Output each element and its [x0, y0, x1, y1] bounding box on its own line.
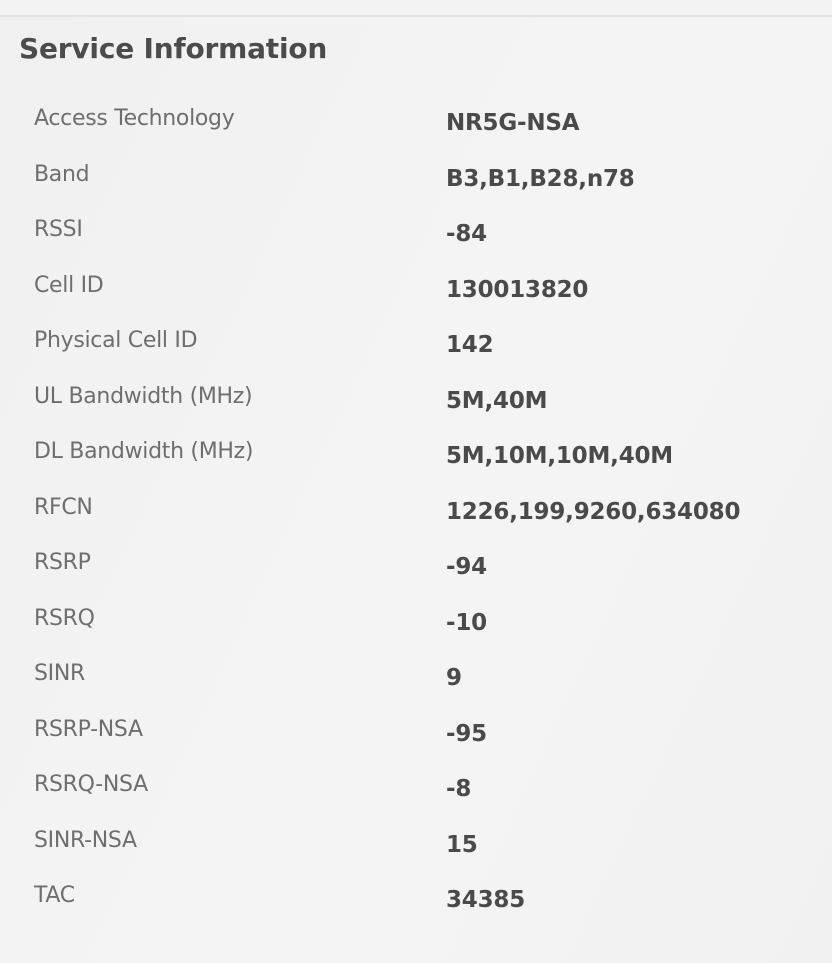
row-rsrq [0, 600, 832, 656]
field-value: 142 [446, 332, 494, 358]
field-label: Band [34, 161, 90, 187]
field-label: Physical Cell ID [34, 328, 198, 353]
field-label: RSRP-NSA [34, 716, 143, 742]
section-title: Service Information [19, 32, 328, 65]
row-band [0, 156, 832, 212]
row-sinr-nsa [0, 822, 832, 878]
row-rsrp-nsa [0, 711, 832, 767]
field-label: RFCN [34, 494, 93, 520]
field-label: SINR-NSA [34, 827, 137, 853]
field-value: NR5G-NSA [446, 110, 580, 136]
row-sinr [0, 655, 832, 711]
field-value: 5M,40M [446, 387, 548, 414]
row-rsrp [0, 544, 832, 600]
field-value: 1226,199,9260,634080 [446, 498, 741, 525]
row-rsrq-nsa [0, 766, 832, 822]
row-rfcn [0, 489, 832, 545]
field-label: RSRQ-NSA [34, 772, 148, 797]
row-dl-bandwidth [0, 433, 832, 489]
field-value: 15 [446, 831, 478, 858]
field-label: RSRQ [34, 605, 95, 631]
field-label: UL Bandwidth (MHz) [34, 383, 253, 409]
field-value: -84 [446, 221, 487, 247]
field-value: 9 [446, 665, 462, 691]
field-value: 130013820 [446, 276, 589, 303]
field-value: -95 [446, 720, 487, 747]
field-label: RSRP [34, 550, 91, 575]
field-label: Access Technology [34, 106, 235, 131]
field-label: SINR [34, 661, 85, 686]
field-label: DL Bandwidth (MHz) [34, 439, 254, 464]
field-value: -94 [446, 554, 487, 580]
row-physical-cell-id [0, 322, 832, 378]
field-value: 5M,10M,10M,40M [446, 443, 673, 469]
row-cell-id [0, 267, 832, 323]
field-value: -10 [446, 609, 487, 636]
top-divider [0, 0, 832, 17]
field-label: Cell ID [34, 272, 104, 298]
field-value: -8 [446, 776, 472, 802]
field-value: B3,B1,B28,n78 [446, 165, 635, 192]
row-rssi [0, 211, 832, 267]
row-tac [0, 877, 832, 933]
field-label: TAC [34, 883, 75, 908]
field-value: 34385 [446, 887, 526, 913]
row-access-technology [0, 100, 832, 156]
row-ul-bandwidth [0, 378, 832, 434]
field-label: RSSI [34, 217, 83, 242]
service-info-list [0, 100, 832, 933]
